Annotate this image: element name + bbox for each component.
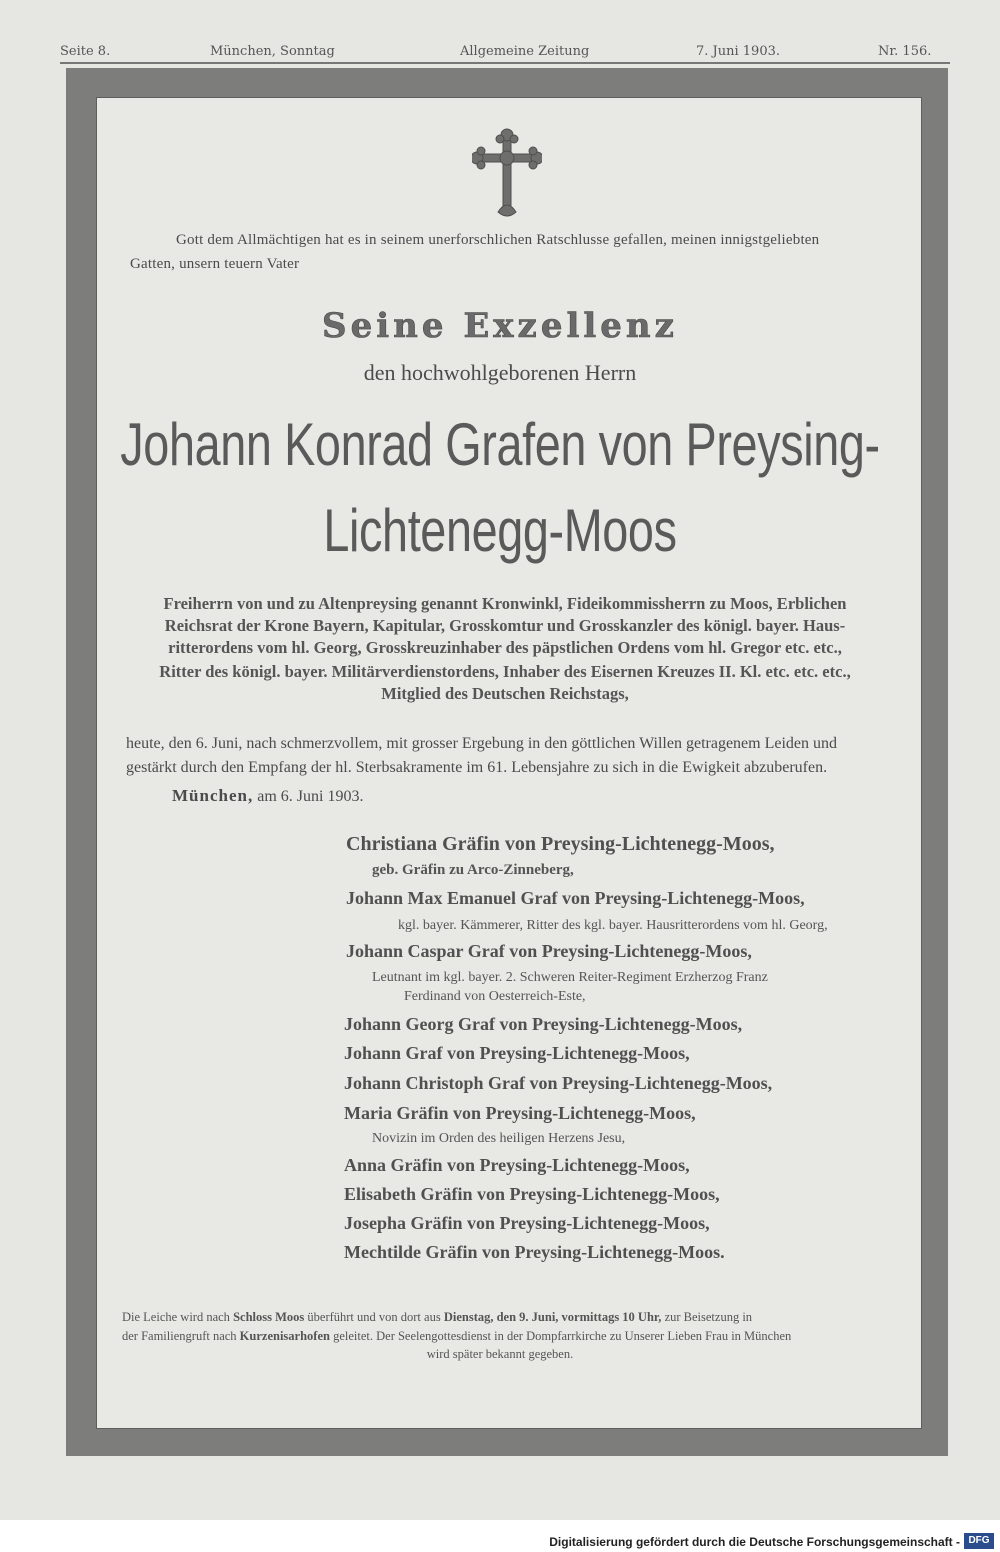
signer-note: Novizin im Orden des heiligen Herzens Jesu,	[372, 1131, 626, 1146]
signer-name: Christiana Gräfin von Preysing-Lichtenegg-Moos,	[346, 833, 775, 855]
titles-line-1: Freiherrn von und zu Altenpreysing genannt Kronwinkl, Fideikommissherrn zu Moos, Erblichen	[163, 594, 847, 613]
newspaper-title: Allgemeine Zeitung	[460, 44, 590, 59]
signer-name: Josepha Gräfin von Preysing-Lichtenegg-Moos,	[344, 1213, 710, 1233]
signer-name: Johann Max Emanuel Graf von Preysing-Lichtenegg-Moos,	[346, 888, 805, 908]
excellency-heading: Seine Exzellenz	[322, 306, 678, 346]
intro-line-2: Gatten, unsern teuern Vater	[130, 256, 300, 272]
place-date-line	[172, 786, 363, 806]
dfg-logo: DFG	[964, 1533, 994, 1549]
issue-date: 7. Juni 1903.	[696, 44, 780, 59]
issue-number: Nr. 156.	[878, 44, 932, 59]
page-number: Seite 8.	[60, 44, 111, 59]
header-rule	[60, 62, 950, 64]
signer-name: Anna Gräfin von Preysing-Lichtenegg-Moos,	[344, 1155, 690, 1175]
titles-line-3: ritterordens vom hl. Georg, Grosskreuzinhaber des päpstlichen Ordens vom hl. Gregor etc. etc.,	[168, 638, 842, 657]
burial-notice-line-1	[122, 1310, 752, 1325]
burial-text: der Familiengruft nach	[122, 1329, 240, 1343]
page-header	[60, 44, 950, 64]
signer-name: Johann Christoph Graf von Preysing-Lichtenegg-Moos,	[344, 1073, 773, 1093]
signer-name: Johann Caspar Graf von Preysing-Lichtenegg-Moos,	[346, 941, 752, 961]
burial-date: Dienstag, den 9. Juni, vormittags 10 Uhr,	[443, 1310, 662, 1324]
burial-notice-line-2	[122, 1329, 791, 1344]
burial-text: Die Leiche wird nach	[122, 1310, 234, 1324]
dfg-credit: Digitalisierung gefördert durch die Deutsche Forschungsgemeinschaft -	[549, 1535, 960, 1549]
header-place-day: München, Sonntag	[210, 44, 335, 59]
honorific-line: den hochwohlgeborenen Herrn	[363, 360, 637, 385]
burial-place: Schloss Moos	[233, 1310, 305, 1324]
cross-icon	[472, 128, 542, 220]
signer-note: kgl. bayer. Kämmerer, Ritter des kgl. bayer. Hausritterordens vom hl. Georg,	[398, 918, 828, 933]
crypt-place: Kurzenisarhofen	[239, 1329, 330, 1343]
burial-text: geleitet. Der Seelengottesdienst in der Dompfarrkirche zu Unserer Lieben Frau in München	[329, 1329, 792, 1343]
titles-line-5: Mitglied des Deutschen Reichstags,	[381, 684, 629, 703]
signer-name: Johann Georg Graf von Preysing-Lichtenegg-Moos,	[344, 1014, 743, 1034]
signer-name: Maria Gräfin von Preysing-Lichtenegg-Moos,	[344, 1103, 696, 1123]
notice-date: am 6. Juni 1903.	[257, 788, 364, 805]
signer-note: Leutnant im kgl. bayer. 2. Schweren Reiter-Regiment Erzherzog Franz	[372, 970, 768, 985]
titles-line-2: Reichsrat der Krone Bayern, Kapitular, Grosskomtur und Grosskanzler des königl. bayer. Haus-	[164, 616, 846, 635]
signer-name: Elisabeth Gräfin von Preysing-Lichtenegg-Moos,	[344, 1184, 720, 1204]
burial-text: zur Beisetzung in	[661, 1310, 753, 1324]
burial-notice-line-3: wird später bekannt gegeben.	[426, 1347, 574, 1361]
burial-text: überführt und von dort aus	[304, 1310, 444, 1324]
place-name: München,	[172, 786, 254, 805]
deceased-name-line-1: Johann Konrad Grafen von Preysing-	[120, 411, 880, 478]
titles-line-4: Ritter des königl. bayer. Militärverdienstordens, Inhaber des Eisernen Kreuzes II. Kl. etc. etc. etc.,	[159, 662, 851, 681]
signer-note: Ferdinand von Oesterreich-Este,	[404, 989, 586, 1004]
signer-note: geb. Gräfin zu Arco-Zinneberg,	[372, 862, 574, 878]
intro-line-1: Gott dem Allmächtigen hat es in seinem unerforschlichen Ratschlusse gefallen, meinen innigstgeliebten	[176, 232, 820, 248]
deceased-name-line-2: Lichtenegg-Moos	[323, 497, 677, 564]
death-notice-line-2: gestärkt durch den Empfang der hl. Sterbsakramente im 61. Lebensjahre zu sich in die Ewigkeit abzuberufen.	[126, 759, 828, 776]
signer-name: Johann Graf von Preysing-Lichtenegg-Moos,	[344, 1043, 690, 1063]
signer-name: Mechtilde Gräfin von Preysing-Lichtenegg-Moos.	[344, 1242, 725, 1262]
death-notice-line-1: heute, den 6. Juni, nach schmerzvollem, mit grosser Ergebung in den göttlichen Willen getragenem Leiden und	[126, 735, 838, 752]
